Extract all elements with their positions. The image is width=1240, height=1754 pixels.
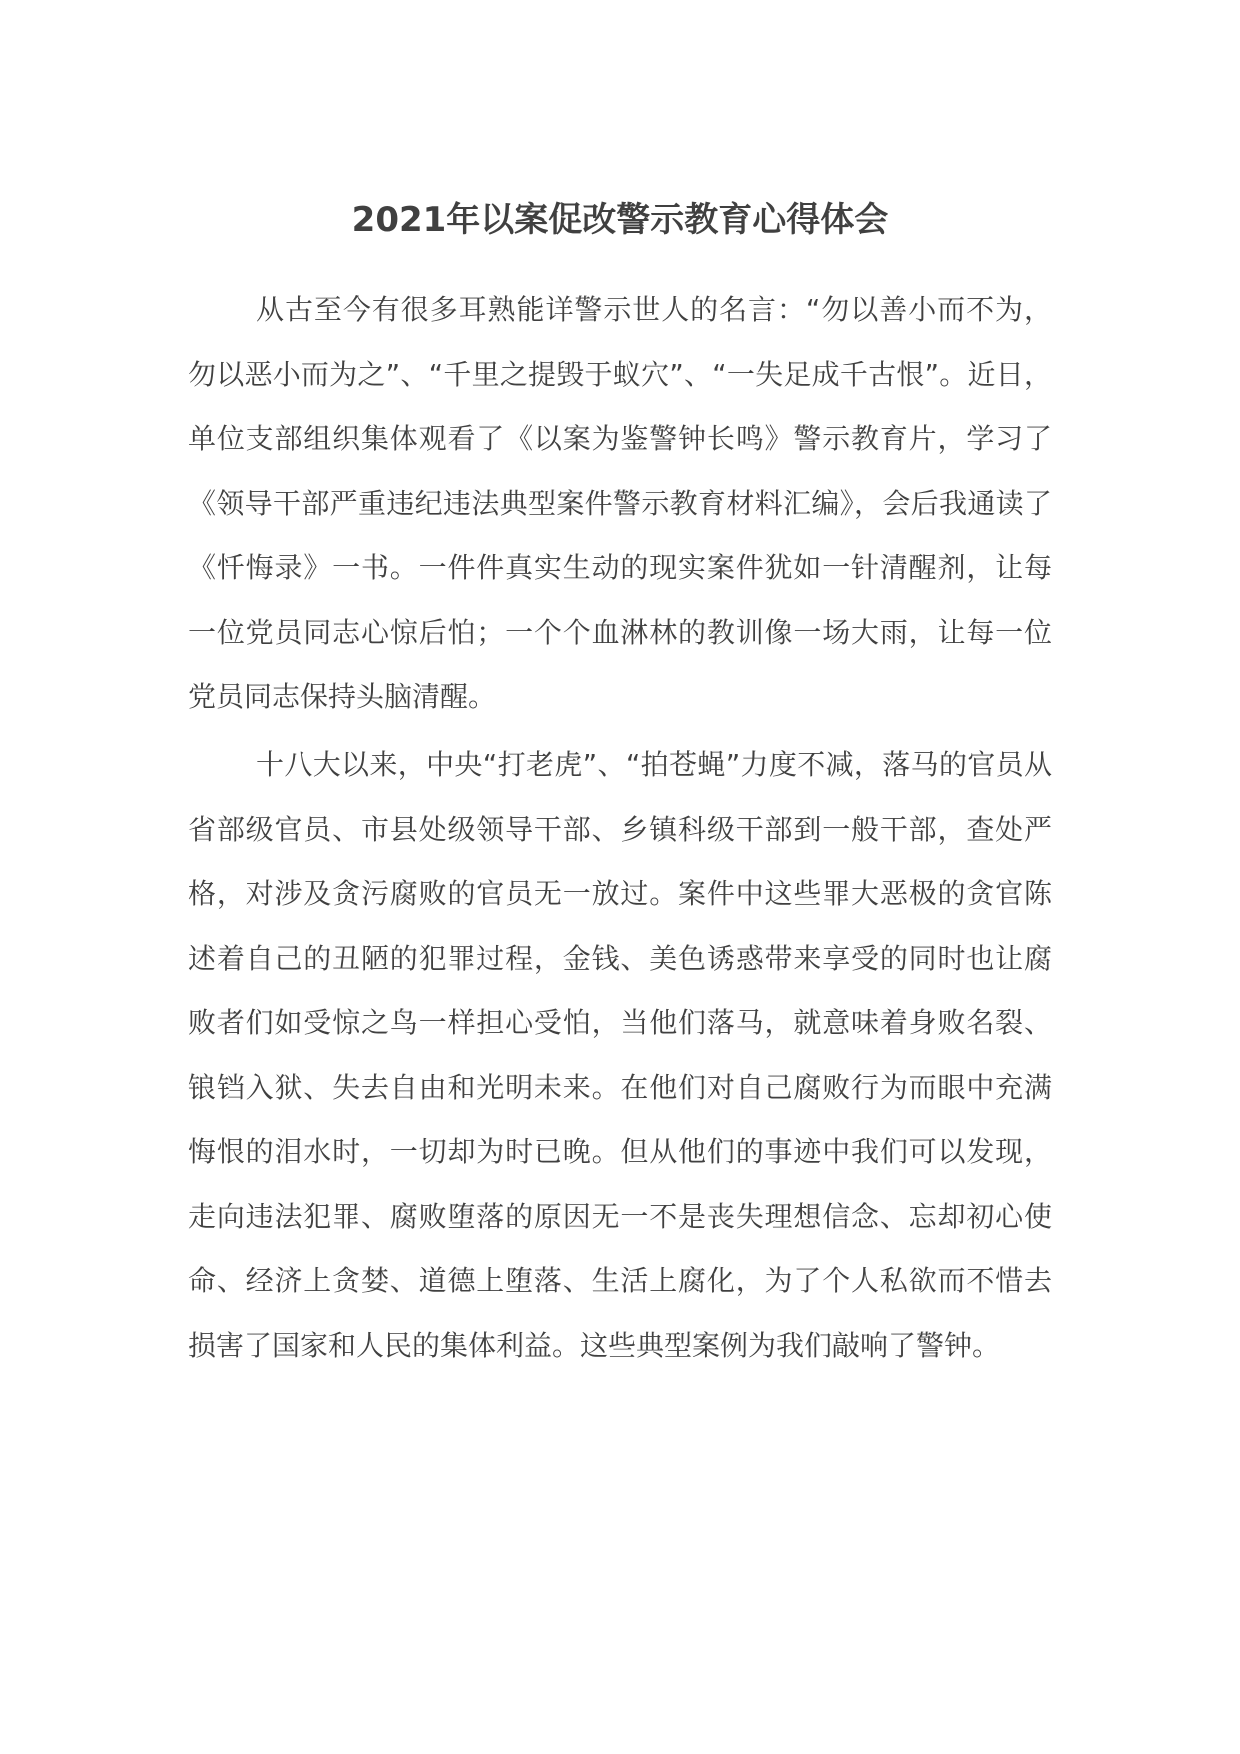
- paragraph-2: 十八大以来，中央“打老虎”、“拍苍蝇”力度不减，落马的官员从省部级官员、市县处级领导干部、乡镇科级干部到一般干部，查处严格，对涉及贪污腐败的官员无一放过。案件中这些罪大恶极的贪官陈述着自己的丑陋的犯罪过程，金钱、美色诱惑带来享受的同时也让腐败者们如受惊之鸟一样担心受怕，当他们落马，就意味着身败名裂、锒铛入狱、失去自由和光明未来。在他们对自己腐败行为而眼中充满悔恨的泪水时，一切却为时已晚。但从他们的事迹中我们可以发现，走向违法犯罪、腐败堕落的原因无一不是丧失理想信念、忘却初心使命、经济上贪婪、道德上堕落、生活上腐化，为了个人私欲而不惜去损害了国家和人民的集体利益。这些典型案例为我们敲响了警钟。: [188, 748, 1052, 1362]
- document-title: 2021年以案促改警示教育心得体会: [351, 200, 889, 240]
- paragraph-1: 从古至今有很多耳熟能详警示世人的名言：“勿以善小而不为，勿以恶小而为之”、“千里之提毁于蚁穴”、“一失足成千古恨”。近日，单位支部组织集体观看了《以案为鉴警钟长鸣》警示教育片，学习了《领导干部严重违纪违法典型案件警示教育材料汇编》，会后我通读了《忏悔录》一书。一件件真实生动的现实案件犹如一针清醒剂，让每一位党员同志心惊后怕；一个个血淋林的教训像一场大雨，让每一位党员同志保持头脑清醒。: [188, 293, 1052, 713]
